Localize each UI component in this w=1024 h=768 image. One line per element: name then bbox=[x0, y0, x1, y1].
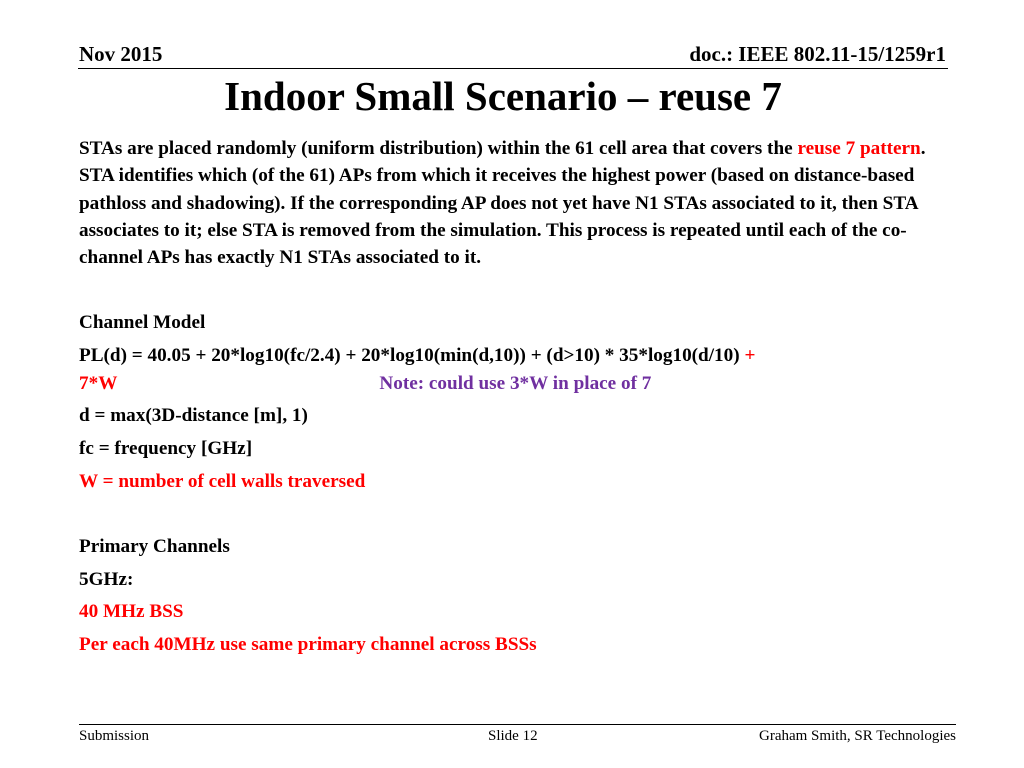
frequency-definition: fc = frequency [GHz] bbox=[79, 438, 253, 460]
walls-definition: W = number of cell walls traversed bbox=[79, 470, 366, 492]
primary-channel-rule: Per each 40MHz use same primary channel across BSSs bbox=[79, 634, 537, 656]
bss-width: 40 MHz BSS bbox=[79, 601, 184, 623]
pathloss-note: Note: could use 3*W in place of 7 bbox=[379, 372, 652, 394]
header-date: Nov 2015 bbox=[79, 42, 163, 66]
pathloss-formula-line2 bbox=[79, 370, 959, 397]
band-label: 5GHz: bbox=[79, 568, 134, 590]
footer-submission: Submission bbox=[79, 728, 150, 744]
intro-text-1: STAs are placed randomly (uniform distribution) within the 61 cell area that covers the bbox=[79, 138, 798, 159]
pathloss-plus: + bbox=[744, 345, 756, 367]
pathloss-wall-term: 7*W bbox=[79, 372, 118, 394]
slide-title: Indoor Small Scenario – reuse 7 bbox=[224, 73, 782, 119]
intro-text-2: . STA identifies which (of the 61) APs from which it receives the highest power (based on distance-based pathloss and shadowing). If the corresponding AP does not yet have N1 STAs associated to it, then STA associates to it; else STA is removed from the simulation. This process is repeated until each of the co-channel APs has exactly N1 STAs associated to it. bbox=[79, 138, 926, 269]
footer-slide-number: Slide 12 bbox=[488, 728, 538, 744]
header-divider bbox=[78, 68, 948, 69]
header-doc-id: doc.: IEEE 802.11-15/1259r1 bbox=[689, 42, 946, 66]
footer-divider bbox=[79, 724, 956, 725]
footer-author: Graham Smith, SR Technologies bbox=[759, 728, 956, 744]
slide-body bbox=[79, 135, 959, 658]
intro-paragraph bbox=[79, 135, 959, 271]
distance-definition: d = max(3D-distance [m], 1) bbox=[79, 405, 308, 427]
pathloss-formula-line1 bbox=[79, 342, 959, 369]
pathloss-formula-text: PL(d) = 40.05 + 20*log10(fc/2.4) + 20*log10(min(d,10)) + (d>10) * 35*log10(d/10) bbox=[79, 345, 745, 367]
primary-channels-heading: Primary Channels bbox=[79, 535, 230, 557]
spacer bbox=[79, 271, 959, 309]
channel-model-heading: Channel Model bbox=[79, 312, 206, 334]
spacer bbox=[79, 495, 959, 527]
intro-highlight: reuse 7 pattern bbox=[797, 138, 921, 159]
